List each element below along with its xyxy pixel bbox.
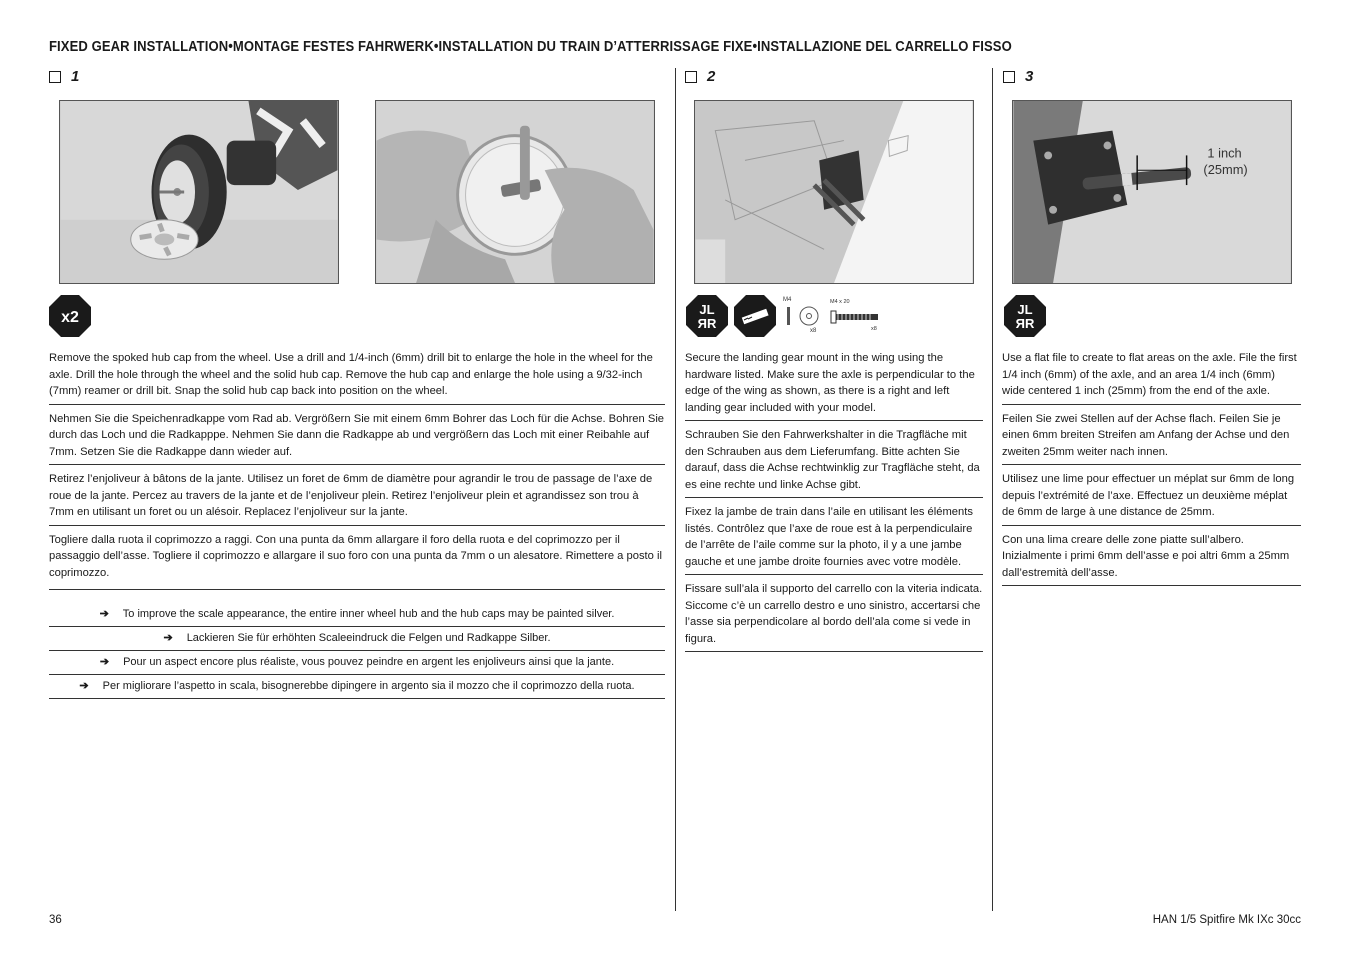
paragraph-en: Remove the spoked hub cap from the wheel. Use a drill and 1/4-inch (6mm) drill bit to enlarge the hole in the wheel for the axle. Drill the hole through the wheel and the solid hub cap. Remove the hub cap and enlarge the hole using a 9/32-inch (7mm) reamer or drill bit. Snap the solid hub cap back into position on the wheel. — [49, 350, 665, 405]
note-en: ➔ To improve the scale appearance, the entire inner wheel hub and the hub caps may be painted silver. — [49, 603, 665, 627]
svg-text:JL: JL — [1017, 302, 1033, 317]
step-1-header — [49, 68, 79, 85]
checkbox-icon[interactable] — [1003, 71, 1015, 83]
paint-notes — [49, 603, 665, 699]
note-fr: ➔ Pour un aspect encore plus réaliste, vous pouvez peindre en argent les enjoliveurs ainsi que la jante. — [49, 651, 665, 675]
screw-label: M4 x 20 — [830, 299, 850, 305]
m4-count: x8 — [810, 328, 817, 334]
photo-drill-hubcap — [375, 100, 655, 284]
annotation-25mm: (25mm) — [1203, 162, 1248, 178]
paragraph-de: Schrauben Sie den Fahrwerkshalter in die Tragfläche mit den Schrauben aus dem Lieferumfang. Bitte achten Sie darauf, dass die Achse rechtwinklig zur Tragfläche steht, da es eine rechte und linke Achse gibt. — [685, 427, 983, 498]
page-title: FIXED GEAR INSTALLATION•MONTAGE FESTES FAHRWERK•INSTALLATION DU TRAIN D’ATTERRISSAGE FIXE•INSTALLAZIONE DEL CARRELLO FISSO — [49, 39, 1012, 55]
product-name: HAN 1/5 Spitfire Mk IXc 30cc — [1152, 914, 1301, 926]
arrow-right-icon: ➔ — [99, 656, 110, 668]
hardware-list — [782, 294, 892, 334]
paragraph-it: Togliere dalla ruota il coprimozzo a raggi. Con una punta da 6mm allargare il foro della ruota e del coprimozzo per il passaggio dell’asse. Togliere il coprimozzo e allargare il suo foro con una punta da 7mm o un alesatore. Rimettere a posto il coprimozzo. — [49, 532, 665, 591]
photo-wing-gear-mount — [694, 100, 974, 284]
x2-badge — [48, 294, 92, 338]
svg-text:ЯR: ЯR — [697, 316, 717, 331]
note-it: ➔ Per migliorare l’aspetto in scala, bisognerebbe dipingere in argento sia il mozzo che il coprimozzo della ruota. — [49, 675, 665, 699]
step-number: 3 — [1025, 68, 1034, 85]
step-1-text — [49, 350, 665, 596]
screw-count: x8 — [871, 326, 877, 332]
step-3-text — [1002, 350, 1301, 592]
photo-axle-flat — [1012, 100, 1292, 284]
svg-text:JL: JL — [699, 302, 715, 317]
step-number: 1 — [71, 68, 80, 85]
svg-text:ЯR: ЯR — [1015, 316, 1035, 331]
column-divider — [675, 68, 676, 911]
arrow-right-icon: ➔ — [99, 608, 109, 620]
page-number: 36 — [49, 914, 62, 926]
step-number: 2 — [707, 68, 716, 85]
arrow-right-icon: ➔ — [163, 632, 173, 644]
m4-label: M4 — [783, 297, 792, 303]
x2-label: x2 — [61, 309, 79, 326]
left-right-gear-icon — [1003, 294, 1047, 338]
paragraph-de: Feilen Sie zwei Stellen auf der Achse flach. Feilen Sie je einen 6mm breiten Streifen am Anfang der Achse und den zweiten 25mm weiter nach innen. — [1002, 411, 1301, 466]
paragraph-fr: Utilisez une lime pour effectuer un méplat sur 6mm de long depuis l’extrémité de l’axe. Effectuez un deuxième méplat de 6mm de large à une distance de 25mm. — [1002, 471, 1301, 526]
paragraph-fr: Retirez l’enjoliveur à bâtons de la jante. Utilisez un foret de 6mm de diamètre pour agrandir le trou de passage de l’axe de roue de la jante. Percez au travers de la jante et de l’enjoliveur plein. Retirez l’enjoliveur plein et agrandissez son trou à 7mm en utilisant un foret ou un alésoir. Replacez l’enjoliveur sur la jante. — [49, 471, 665, 526]
photo-wheel-hubcap — [59, 100, 339, 284]
column-divider — [992, 68, 993, 911]
paragraph-it: Con una lima creare delle zone piatte sull’albero. Inizialmente i primi 6mm dell’asse e poi altri 6mm a 25mm dall’estremità dell’asse. — [1002, 532, 1301, 587]
checkbox-icon[interactable] — [685, 71, 697, 83]
step-2-header — [685, 68, 715, 85]
step-3-header — [1003, 68, 1033, 85]
arrow-right-icon: ➔ — [79, 680, 89, 692]
left-right-gear-icon — [685, 294, 729, 338]
checkbox-icon[interactable] — [49, 71, 61, 83]
paragraph-de: Nehmen Sie die Speichenradkappe vom Rad ab. Vergrößern Sie mit einem 6mm Bohrer das Loch für die Achse. Bohren Sie durch das Loch und die Radkapppe. Nehmen Sie dann die Radkappe ab und vergrößern das Loch mit einer Reibahle auf 7mm. Setzen Sie die Radkappe dann wieder auf. — [49, 411, 665, 466]
paragraph-it: Fissare sull’ala il supporto del carrello con la viteria indicata. Siccome c’è un carrello destro e uno sinistro, accertarsi che l’asse sia perpendicolare al bordo dell’ala come si vede in figura. — [685, 581, 983, 652]
paragraph-en: Secure the landing gear mount in the wing using the hardware listed. Make sure the axle is perpendicular to the edge of the wing as shown, as there is a right and left landing gear included with your model. — [685, 350, 983, 421]
file-tool-icon — [733, 294, 777, 338]
paragraph-fr: Fixez la jambe de train dans l’aile en utilisant les éléments listés. Contrôlez que l’axe de roue est à la perpendiculaire de l’arrête de l’aile comme sur la photo, il y a une jambe gauche et une jambe droite fournies avec votre modèle. — [685, 504, 983, 575]
note-de: ➔ Lackieren Sie für erhöhten Scaleeindruck die Felgen und Radkappe Silber. — [49, 627, 665, 651]
paragraph-en: Use a flat file to create to flat areas on the axle. File the first 1/4 inch (6mm) of the axle, and an area 1/4 inch (6mm) wide centered 1 inch (25mm) from the end of the axle. — [1002, 350, 1301, 405]
annotation-1-inch: 1 inch — [1207, 145, 1242, 161]
step-2-text — [685, 350, 983, 658]
